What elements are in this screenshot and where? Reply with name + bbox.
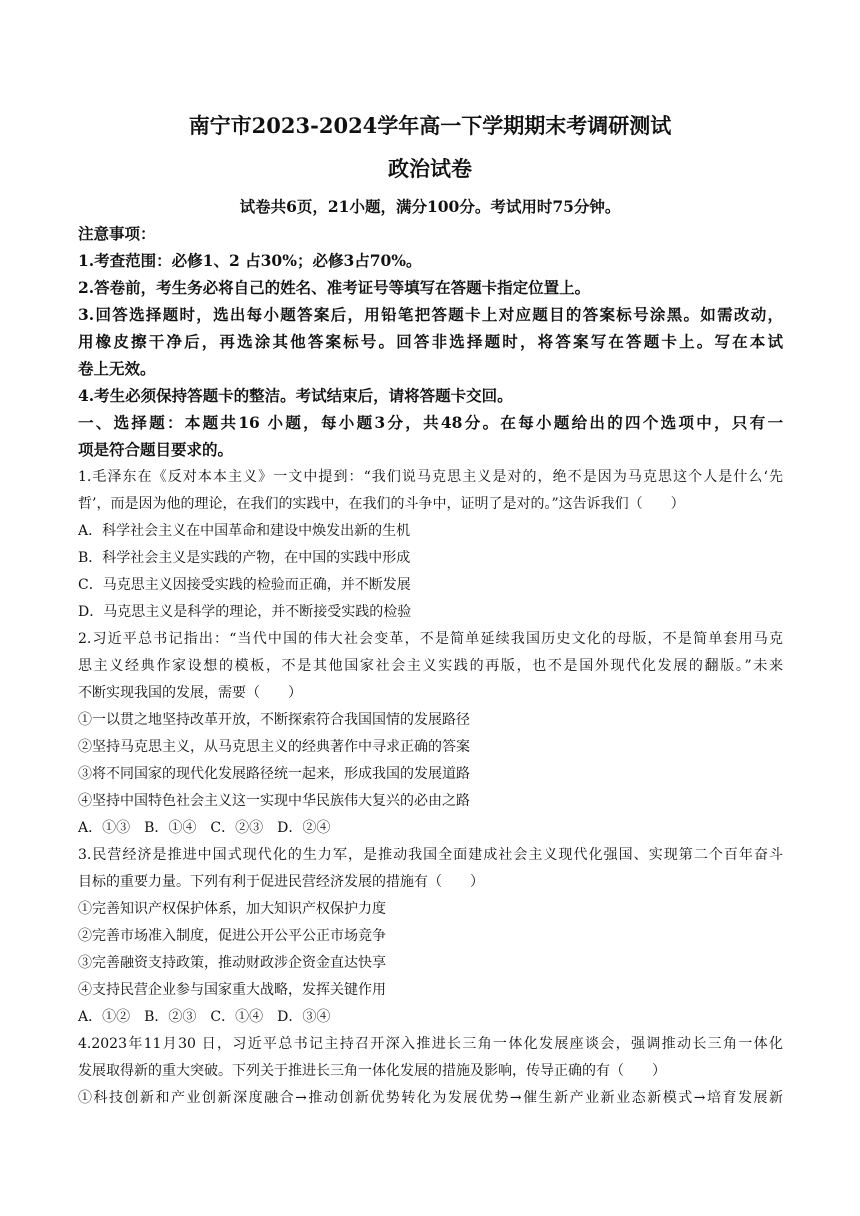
- notice-heading: 注意事项：: [78, 224, 156, 243]
- notice-item: 3.回答选择题时，选出每小题答案后，用铅笔把答题卡上对应题目的答案标号涂黑。如需改动，: [78, 305, 783, 324]
- question-3-statement: ②完善市场准入制度，促进公开公平公正市场竞争: [78, 928, 386, 944]
- question-3-answer-options: A．①② B．②③ C．①④ D．③④: [78, 1009, 331, 1025]
- question-1-option-d: D．马克思主义是科学的理论，并不断接受实践的检验: [78, 604, 412, 620]
- notice-item: 2.答卷前，考生务必将自己的姓名、准考证号等填写在答题卡指定位置上。: [78, 278, 591, 297]
- question-1-stem: 1.毛泽东在《反对本本主义》一文中提到：“我们说马克思主义是对的，绝不是因为马克思这个人是什么‘先: [78, 469, 783, 485]
- question-3-stem: 目标的重要力量。下列有利于促进民营经济发展的措施有（ ）: [78, 874, 484, 890]
- exam-info: 试卷共6页，21小题，满分100分。考试用时75分钟。: [239, 197, 621, 216]
- question-1-option-a: A．科学社会主义在中国革命和建设中焕发出新的生机: [78, 523, 411, 539]
- notice-item: 1.考查范围：必修1、2 占30%；必修3占70%。: [78, 251, 422, 270]
- question-2-statement: ②坚持马克思主义，从马克思主义的经典著作中寻求正确的答案: [78, 739, 470, 755]
- question-1-stem: 哲’，而是因为他的理论，在我们的实践中，在我们的斗争中，证明了是对的。”这告诉我们（ ）: [78, 496, 685, 512]
- question-2-statement: ③将不同国家的现代化发展路径统一起来，形成我国的发展道路: [78, 766, 470, 782]
- question-2-statement: ④坚持中国特色社会主义这一实现中华民族伟大复兴的必由之路: [78, 793, 470, 809]
- notice-item: 4.考生必须保持答题卡的整洁。考试结束后，请将答题卡交回。: [78, 386, 513, 405]
- question-3-statement: ③完善融资支持政策，推动财政涉企资金直达快享: [78, 955, 386, 971]
- question-2-statement: ①一以贯之地坚持改革开放，不断探索符合我国国情的发展路径: [78, 712, 470, 728]
- question-2-stem: 思主义经典作家设想的模板，不是其他国家社会主义实践的再版，也不是国外现代化发展的翻版。”未来: [78, 658, 783, 674]
- section-heading: 一、选择题：本题共16 小题，每小题3分，共48分。在每小题给出的四个选项中，只有一: [78, 413, 783, 432]
- question-1-option-b: B．科学社会主义是实践的产物，在中国的实践中形成: [78, 550, 411, 566]
- question-1-option-c: C．马克思主义因接受实践的检验而正确，并不断发展: [78, 577, 411, 593]
- question-4-stem: 4.2023年11月30 日，习近平总书记主持召开深入推进长三角一体化发展座谈会，强调推动长三角一体化: [78, 1036, 783, 1052]
- question-2-answer-options: A．①③ B．①④ C．②③ D．②④: [78, 820, 331, 836]
- question-2-stem: 2.习近平总书记指出：“当代中国的伟大社会变革，不是简单延续我国历史文化的母版，不是简单套用马克: [78, 631, 783, 647]
- question-3-stem: 3.民营经济是推进中国式现代化的生力军，是推动我国全面建成社会主义现代化强国、实现第二个百年奋斗: [78, 847, 783, 863]
- question-4-statement: ①科技创新和产业创新深度融合→推动创新优势转化为发展优势→催生新产业新业态新模式→培育发展新: [78, 1090, 783, 1106]
- question-4-stem: 发展取得新的重大突破。下列关于推进长三角一体化发展的措施及影响，传导正确的有（ ）: [78, 1063, 666, 1079]
- section-heading: 项是符合题目要求的。: [78, 440, 234, 459]
- notice-item: 用橡皮擦干净后，再选涂其他答案标号。回答非选择题时，将答案写在答题卡上。写在本试: [78, 332, 783, 351]
- page-subtitle: 政治试卷: [388, 156, 472, 181]
- question-2-stem: 不断实现我国的发展，需要（ ）: [78, 685, 302, 701]
- notice-item: 卷上无效。: [78, 359, 156, 378]
- page-title: 南宁市2023-2024学年高一下学期期末考调研测试: [188, 113, 672, 138]
- question-3-statement: ④支持民营企业参与国家重大战略，发挥关键作用: [78, 982, 386, 998]
- question-3-statement: ①完善知识产权保护体系，加大知识产权保护力度: [78, 901, 386, 917]
